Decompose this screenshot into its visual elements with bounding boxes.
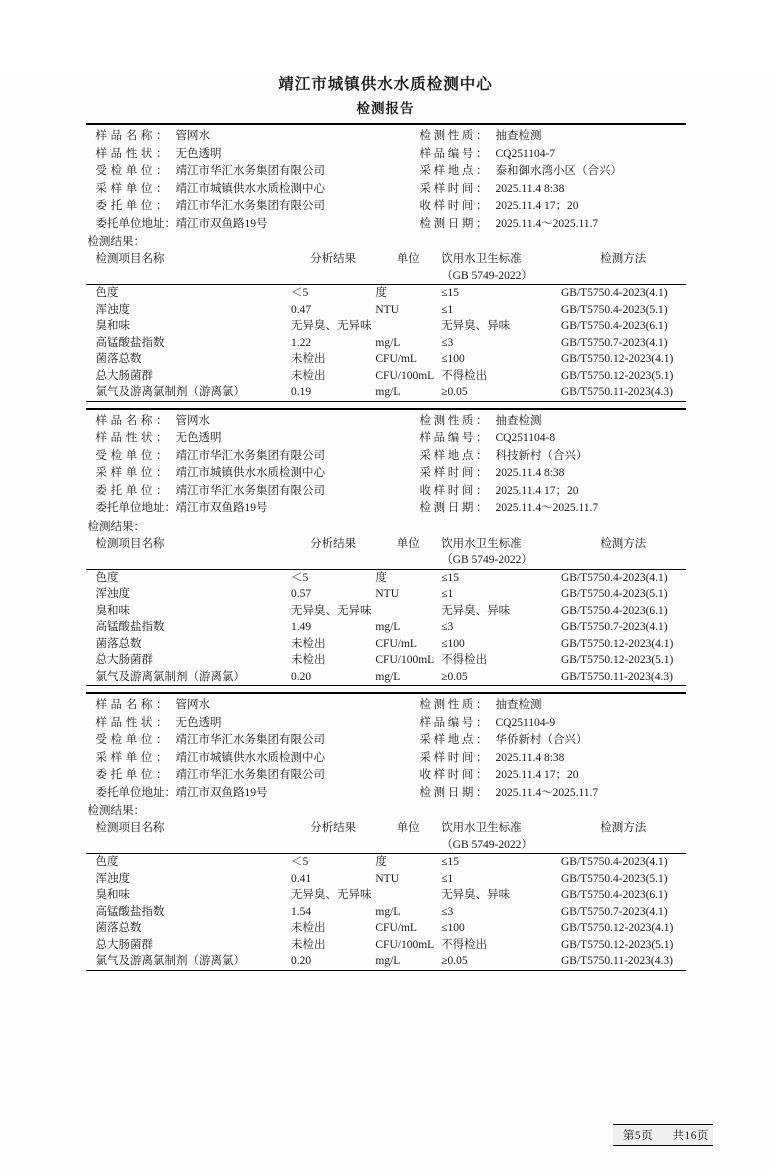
cell-result: 1.49 — [290, 621, 312, 633]
header-result: 分析结果 — [310, 822, 357, 834]
cell-standard: ≤15 — [441, 856, 459, 868]
label-client-address: 委托单位地址 ： — [86, 785, 174, 803]
sample-info-grid — [86, 694, 686, 802]
cell-item: 色度 — [95, 287, 119, 299]
cell-item: 总大肠菌群 — [95, 369, 153, 382]
results-header-subrow — [86, 268, 686, 285]
cell-method: GB/T5750.12-2023(5.1) — [560, 654, 674, 666]
table-row — [86, 636, 686, 653]
cell-result: 无异臭、无异味 — [290, 320, 372, 332]
cell-unit: CFU/mL — [375, 922, 417, 934]
table-row — [86, 302, 686, 319]
cell-result: ＜5 — [290, 287, 309, 299]
cell-unit: NTU — [375, 588, 400, 600]
results-header-row — [86, 536, 686, 553]
label-sample-code: 样品编号 ： — [410, 146, 494, 164]
table-row — [86, 586, 686, 603]
cell-standard: 无异臭、异味 — [441, 320, 511, 332]
value-sample-name: 管网水 — [175, 699, 210, 711]
cell-method: GB/T5750.12-2023(5.1) — [560, 938, 674, 951]
header-item: 检测项目名称 — [95, 537, 165, 550]
cell-item: 高锰酸盐指数 — [95, 336, 165, 349]
value-sample-property: 无色透明 — [175, 432, 222, 444]
table-row — [86, 854, 686, 871]
block-bottom-rule — [86, 970, 686, 971]
header-method: 检测方法 — [600, 537, 647, 550]
results-table — [86, 820, 686, 970]
cell-item: 菌落总数 — [95, 353, 142, 365]
cell-result: 0.20 — [290, 670, 312, 683]
value-client-unit: 靖江市华汇水务集团有限公司 — [175, 200, 325, 212]
value-sample-property: 无色透明 — [175, 716, 222, 729]
cell-standard: ≤1 — [441, 303, 454, 316]
label-test-nature: 检测性质 ： — [410, 413, 494, 431]
header-result: 分析结果 — [310, 253, 357, 265]
cell-item: 高锰酸盐指数 — [95, 621, 165, 633]
header-method: 检测方法 — [600, 253, 647, 265]
value-sampling-site: 华侨新村（合兴） — [495, 734, 588, 746]
cell-method: GB/T5750.4-2023(6.1) — [560, 604, 668, 617]
cell-item: 浑浊度 — [95, 872, 130, 885]
cell-unit: mg/L — [375, 955, 401, 967]
table-row — [86, 351, 686, 368]
cell-result: 0.47 — [290, 303, 312, 316]
cell-result: 未检出 — [290, 654, 326, 666]
table-row — [86, 887, 686, 904]
page-title: 靖江市城镇供水水质检测中心 — [278, 74, 493, 93]
value-sampling-time: 2025.11.4 8:38 — [495, 751, 565, 764]
value-sampler-unit: 靖江市城镇供水水质检测中心 — [175, 467, 325, 479]
cell-result: 1.54 — [290, 905, 312, 918]
label-test-date: 检测日期 ： — [410, 216, 494, 234]
value-sampling-time: 2025.11.4 8:38 — [495, 182, 565, 195]
table-row — [86, 652, 686, 669]
label-receive-time: 收样时间 ： — [410, 198, 494, 216]
value-sample-code: CQ251104-8 — [495, 432, 556, 444]
cell-result: ＜5 — [290, 571, 309, 584]
cell-result: 0.19 — [290, 386, 312, 398]
cell-method: GB/T5750.7-2023(4.1) — [560, 621, 668, 633]
value-receive-time: 2025.11.4 17；20 — [495, 484, 579, 497]
sample-info-grid — [86, 410, 686, 518]
cell-item: 臭和味 — [95, 604, 130, 617]
cell-standard: ≤3 — [441, 336, 454, 349]
cell-unit: CFU/100mL — [375, 938, 435, 951]
value-sampler-unit: 靖江市城镇供水水质检测中心 — [175, 751, 325, 764]
table-row — [86, 384, 686, 401]
value-sampler-unit: 靖江市城镇供水水质检测中心 — [175, 182, 325, 195]
value-test-nature: 抽查检测 — [495, 130, 542, 142]
label-sampling-site: 采样地点 ： — [410, 448, 494, 466]
label-inspected-unit: 受检单位 ： — [86, 732, 174, 750]
results-heading: 检测结果： — [87, 805, 145, 817]
results-heading: 检测结果： — [87, 520, 145, 533]
label-sampling-time: 采样时间 ： — [410, 750, 494, 768]
table-row — [86, 335, 686, 352]
cell-item: 氯气及游离氯制剂（游离氯） — [95, 955, 245, 967]
table-row — [86, 669, 686, 686]
label-sampling-site: 采样地点 ： — [410, 163, 494, 181]
cell-standard: 不得检出 — [441, 369, 488, 382]
cell-method: GB/T5750.12-2023(4.1) — [560, 922, 674, 934]
cell-method: GB/T5750.12-2023(4.1) — [560, 353, 674, 365]
cell-item: 浑浊度 — [95, 303, 130, 316]
header-standard: 饮用水卫生标准 — [441, 822, 522, 834]
table-row — [86, 953, 686, 970]
cell-result: ＜5 — [290, 856, 309, 868]
cell-standard: ≤100 — [441, 922, 465, 934]
label-sample-name: 样品名称 ： — [86, 697, 174, 715]
cell-standard: ≤1 — [441, 872, 454, 885]
value-inspected-unit: 靖江市华汇水务集团有限公司 — [175, 165, 325, 177]
cell-result: 1.22 — [290, 336, 312, 349]
header-method: 检测方法 — [600, 822, 647, 834]
cell-unit: NTU — [375, 872, 400, 885]
label-client-unit: 委托单位 ： — [86, 767, 174, 785]
report-block — [86, 692, 686, 971]
label-sampler-unit: 采样单位 ： — [86, 181, 174, 199]
label-inspected-unit: 受检单位 ： — [86, 163, 174, 181]
cell-unit: 度 — [375, 571, 387, 584]
cell-result: 未检出 — [290, 353, 326, 365]
table-row — [86, 904, 686, 921]
label-receive-time: 收样时间 ： — [410, 767, 494, 785]
cell-result: 0.41 — [290, 872, 312, 885]
table-row — [86, 619, 686, 636]
cell-result: 0.57 — [290, 588, 312, 600]
table-row — [86, 318, 686, 335]
cell-unit: CFU/mL — [375, 353, 417, 365]
label-sampler-unit: 采样单位 ： — [86, 750, 174, 768]
cell-result: 无异臭、无异味 — [290, 889, 372, 901]
cell-method: GB/T5750.11-2023(4.3) — [560, 670, 673, 683]
label-receive-time: 收样时间 ： — [410, 483, 494, 501]
header-result: 分析结果 — [310, 537, 357, 550]
value-sampling-site: 科技新村（合兴） — [495, 449, 588, 462]
cell-method: GB/T5750.7-2023(4.1) — [560, 905, 668, 918]
header-standard-sub: （GB 5749-2022） — [441, 269, 533, 282]
label-sample-property: 样品性状 ： — [86, 430, 174, 448]
cell-standard: ≤3 — [441, 905, 454, 918]
cell-standard: ≥0.05 — [441, 670, 468, 683]
footer-total-pages: 共16页 — [672, 1130, 709, 1142]
label-test-nature: 检测性质 ： — [410, 128, 494, 146]
label-sampling-time: 采样时间 ： — [410, 181, 494, 199]
cell-item: 臭和味 — [95, 320, 130, 332]
results-header-subrow — [86, 552, 686, 569]
value-client-address: 靖江市双鱼路19号 — [175, 502, 268, 514]
cell-method: GB/T5750.12-2023(4.1) — [560, 637, 674, 650]
cell-method: GB/T5750.7-2023(4.1) — [560, 336, 668, 349]
cell-method: GB/T5750.11-2023(4.3) — [560, 955, 673, 967]
cell-standard: 不得检出 — [441, 938, 488, 951]
value-client-address: 靖江市双鱼路19号 — [175, 786, 268, 799]
label-client-unit: 委托单位 ： — [86, 483, 174, 501]
table-row — [86, 871, 686, 888]
cell-method: GB/T5750.12-2023(5.1) — [560, 369, 674, 382]
value-sample-code: CQ251104-7 — [495, 147, 556, 160]
cell-item: 总大肠菌群 — [95, 938, 153, 951]
page-footer — [613, 1124, 713, 1146]
cell-unit — [375, 887, 441, 904]
cell-method: GB/T5750.4-2023(6.1) — [560, 889, 668, 901]
cell-unit: CFU/100mL — [375, 654, 435, 666]
header-unit: 单位 — [396, 537, 420, 550]
label-inspected-unit: 受检单位 ： — [86, 448, 174, 466]
cell-unit: CFU/100mL — [375, 369, 435, 382]
value-sampling-time: 2025.11.4 8:38 — [495, 467, 565, 479]
value-receive-time: 2025.11.4 17；20 — [495, 769, 579, 781]
cell-unit: mg/L — [375, 386, 401, 398]
cell-method: GB/T5750.4-2023(4.1) — [560, 287, 668, 299]
value-test-date: 2025.11.4～2025.11.7 — [495, 217, 599, 230]
cell-method: GB/T5750.4-2023(6.1) — [560, 320, 668, 332]
document-page — [0, 72, 771, 1172]
cell-unit: mg/L — [375, 670, 401, 683]
cell-method: GB/T5750.4-2023(4.1) — [560, 571, 668, 584]
report-block — [86, 408, 686, 693]
value-test-nature: 抽查检测 — [495, 414, 542, 427]
label-sample-code: 样品编号 ： — [410, 715, 494, 733]
cell-standard: ≤15 — [441, 571, 459, 584]
cell-standard: 无异臭、异味 — [441, 604, 511, 617]
label-sample-property: 样品性状 ： — [86, 146, 174, 164]
sample-info-grid — [86, 125, 686, 233]
cell-item: 浑浊度 — [95, 588, 130, 600]
cell-standard: ≤15 — [441, 287, 459, 299]
cell-standard: ≤100 — [441, 637, 465, 650]
cell-result: 未检出 — [290, 938, 326, 951]
cell-result: 0.20 — [290, 955, 312, 967]
value-client-unit: 靖江市华汇水务集团有限公司 — [175, 484, 325, 497]
label-test-date: 检测日期 ： — [410, 785, 494, 803]
label-sample-code: 样品编号 ： — [410, 430, 494, 448]
page-subtitle: 检测报告 — [356, 101, 415, 117]
report-block — [86, 123, 686, 408]
header-item: 检测项目名称 — [95, 822, 165, 834]
label-client-address: 委托单位地址 ： — [86, 500, 174, 518]
table-row — [86, 285, 686, 302]
cell-item: 臭和味 — [95, 889, 130, 901]
table-row — [86, 920, 686, 937]
table-row — [86, 570, 686, 587]
label-test-nature: 检测性质 ： — [410, 697, 494, 715]
label-sampling-site: 采样地点 ： — [410, 732, 494, 750]
cell-unit: 度 — [375, 287, 387, 299]
cell-unit — [375, 318, 441, 335]
results-table — [86, 251, 686, 401]
table-row — [86, 368, 686, 385]
cell-item: 高锰酸盐指数 — [95, 905, 165, 918]
value-test-date: 2025.11.4～2025.11.7 — [495, 786, 599, 799]
value-test-nature: 抽查检测 — [495, 699, 542, 711]
label-test-date: 检测日期 ： — [410, 500, 494, 518]
label-sample-name: 样品名称 ： — [86, 413, 174, 431]
cell-standard: ≥0.05 — [441, 955, 468, 967]
header-standard: 饮用水卫生标准 — [441, 537, 522, 550]
value-client-unit: 靖江市华汇水务集团有限公司 — [175, 769, 325, 781]
table-row — [86, 603, 686, 620]
cell-result: 无异臭、无异味 — [290, 604, 372, 617]
cell-standard: 无异臭、异味 — [441, 889, 511, 901]
cell-unit — [375, 603, 441, 620]
label-sampler-unit: 采样单位 ： — [86, 465, 174, 483]
cell-standard: ≤1 — [441, 588, 454, 600]
cell-unit: NTU — [375, 303, 400, 316]
table-row — [86, 937, 686, 954]
results-table — [86, 536, 686, 686]
cell-method: GB/T5750.4-2023(5.1) — [560, 588, 668, 600]
value-receive-time: 2025.11.4 17；20 — [495, 200, 579, 212]
label-client-address: 委托单位地址 ： — [86, 216, 174, 234]
cell-result: 未检出 — [290, 637, 326, 650]
header-standard-sub: （GB 5749-2022） — [441, 554, 533, 566]
header-standard-sub: （GB 5749-2022） — [441, 838, 533, 851]
results-heading: 检测结果： — [87, 236, 145, 248]
cell-unit: 度 — [375, 856, 387, 868]
cell-result: 未检出 — [290, 922, 326, 934]
cell-item: 氯气及游离氯制剂（游离氯） — [95, 386, 245, 398]
header-standard: 饮用水卫生标准 — [441, 253, 522, 265]
value-client-address: 靖江市双鱼路19号 — [175, 217, 268, 230]
results-header-row — [86, 820, 686, 837]
header-unit: 单位 — [396, 253, 420, 265]
cell-standard: ≥0.05 — [441, 386, 468, 398]
value-sample-code: CQ251104-9 — [495, 716, 556, 729]
value-test-date: 2025.11.4～2025.11.7 — [495, 502, 599, 514]
value-inspected-unit: 靖江市华汇水务集团有限公司 — [175, 449, 325, 462]
value-sampling-site: 泰和御水湾小区（合兴） — [495, 165, 622, 177]
label-sample-name: 样品名称 ： — [86, 128, 174, 146]
cell-unit: mg/L — [375, 336, 401, 349]
cell-method: GB/T5750.11-2023(4.3) — [560, 386, 673, 398]
header-unit: 单位 — [396, 822, 420, 834]
footer-page-number: 第5页 — [622, 1130, 654, 1142]
cell-item: 菌落总数 — [95, 637, 142, 650]
value-inspected-unit: 靖江市华汇水务集团有限公司 — [175, 734, 325, 746]
cell-item: 菌落总数 — [95, 922, 142, 934]
value-sample-property: 无色透明 — [175, 147, 222, 160]
reports-container — [0, 123, 771, 971]
results-header-subrow — [86, 837, 686, 854]
cell-item: 总大肠菌群 — [95, 654, 153, 666]
cell-unit: mg/L — [375, 905, 401, 918]
label-sampling-time: 采样时间 ： — [410, 465, 494, 483]
cell-item: 色度 — [95, 856, 119, 868]
cell-standard: 不得检出 — [441, 654, 488, 666]
cell-method: GB/T5750.4-2023(5.1) — [560, 303, 668, 316]
cell-item: 色度 — [95, 571, 119, 584]
cell-item: 氯气及游离氯制剂（游离氯） — [95, 670, 245, 683]
value-sample-name: 管网水 — [175, 414, 210, 427]
value-sample-name: 管网水 — [175, 130, 210, 142]
cell-method: GB/T5750.4-2023(5.1) — [560, 872, 668, 885]
label-client-unit: 委托单位 ： — [86, 198, 174, 216]
results-header-row — [86, 251, 686, 268]
header-item: 检测项目名称 — [95, 253, 165, 265]
cell-standard: ≤100 — [441, 353, 465, 365]
cell-result: 未检出 — [290, 369, 326, 382]
cell-method: GB/T5750.4-2023(4.1) — [560, 856, 668, 868]
cell-unit: CFU/mL — [375, 637, 417, 650]
cell-standard: ≤3 — [441, 621, 454, 633]
cell-unit: mg/L — [375, 621, 401, 633]
label-sample-property: 样品性状 ： — [86, 715, 174, 733]
